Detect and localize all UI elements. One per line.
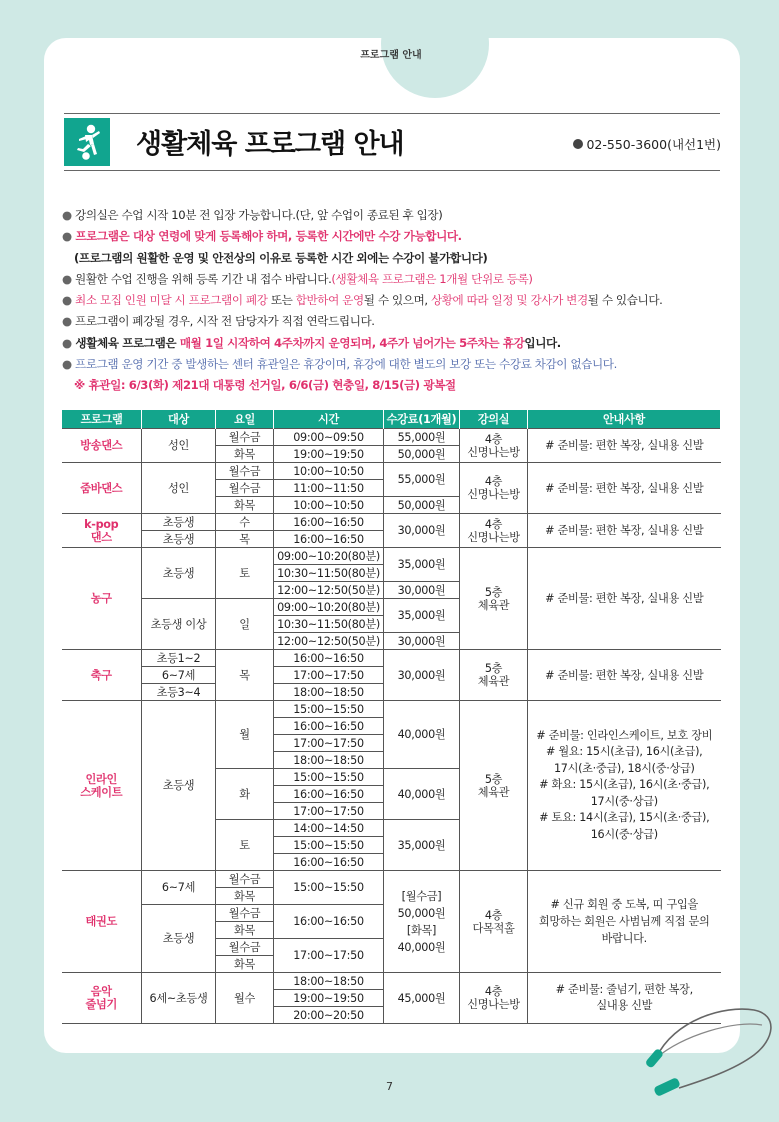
day-cell: 월수금	[216, 905, 274, 922]
day-cell: 토	[216, 820, 274, 871]
info-cell: # 신규 회원 중 도복, 띠 구입을 희망하는 회원은 사범님께 직접 문의 바랍니다.	[528, 871, 721, 973]
fee-cell: 30,000원	[384, 582, 460, 599]
phone-contact	[573, 135, 721, 153]
time-cell: 10:00~10:50	[274, 463, 384, 480]
info-cell: # 준비물: 편한 복장, 실내용 신발	[528, 429, 721, 463]
time-cell: 17:00~17:50	[274, 939, 384, 973]
col-header: 대상	[142, 410, 216, 429]
day-cell: 토	[216, 548, 274, 599]
time-cell: 16:00~16:50	[274, 786, 384, 803]
fee-cell: 35,000원	[384, 820, 460, 871]
fee-cell: 50,000원	[384, 446, 460, 463]
room-cell: 4층 신명나는방	[460, 973, 528, 1024]
time-cell: 16:00~16:50	[274, 531, 384, 548]
notice-item: ● 생활체육 프로그램은 매월 1일 시작하여 4주차까지 운영되며, 4주가 넘어가는 5주차는 휴강입니다.	[62, 335, 561, 350]
fee-cell: 40,000원	[384, 769, 460, 820]
room-cell: 4층 신명나는방	[460, 514, 528, 548]
time-cell: 16:00~16:50	[274, 718, 384, 735]
target-cell: 초등생 이상	[142, 599, 216, 650]
title-rule-bottom	[64, 170, 720, 171]
notice-item: (프로그램의 원활한 운영 및 안전상의 이유로 등록한 시간 외에는 수강이 불가합니다)	[74, 250, 488, 265]
time-cell: 16:00~16:50	[274, 905, 384, 939]
notice-item: ● 프로그램은 대상 연령에 맞게 등록해야 하며, 등록한 시간에만 수강 가능합니다.	[62, 229, 462, 244]
table-row	[62, 871, 721, 888]
program-name: 줌바댄스	[62, 463, 142, 514]
time-cell: 17:00~17:50	[274, 667, 384, 684]
info-cell: # 준비물: 인라인스케이트, 보호 장비 # 월요: 15시(초급), 16시(초급), 17시(초·중급), 18시(중·상급) # 화요: 15시(초급), 16시(초·중급), 17시(중·상급) # 토요: 14시(초급), 15시(초·중급), 16시(중·상급)	[528, 701, 721, 871]
day-cell: 목	[216, 650, 274, 701]
program-name: 인라인 스케이트	[62, 701, 142, 871]
room-cell: 5층 체육관	[460, 548, 528, 650]
program-name: k-pop 댄스	[62, 514, 142, 548]
day-cell: 월수금	[216, 939, 274, 956]
time-cell: 10:00~10:50	[274, 497, 384, 514]
info-cell: # 준비물: 편한 복장, 실내용 신발	[528, 514, 721, 548]
fee-cell: 30,000원	[384, 633, 460, 650]
fee-cell: 40,000원	[384, 701, 460, 769]
time-cell: 11:00~11:50	[274, 480, 384, 497]
program-table	[61, 410, 721, 1024]
target-cell: 초등생	[142, 531, 216, 548]
info-cell: # 준비물: 편한 복장, 실내용 신발	[528, 548, 721, 650]
notice-item: ● 강의실은 수업 시작 10분 전 입장 가능합니다.(단, 앞 수업이 종료된 후 입장)	[62, 208, 443, 222]
time-cell: 17:00~17:50	[274, 735, 384, 752]
info-cell: # 준비물: 편한 복장, 실내용 신발	[528, 463, 721, 514]
time-cell: 16:00~16:50	[274, 514, 384, 531]
table-row	[62, 650, 721, 667]
program-name: 방송댄스	[62, 429, 142, 463]
time-cell: 15:00~15:50	[274, 701, 384, 718]
fee-cell: 45,000원	[384, 973, 460, 1024]
day-cell: 목	[216, 531, 274, 548]
notice-list	[62, 205, 732, 397]
time-cell: 19:00~19:50	[274, 990, 384, 1007]
day-cell: 수	[216, 514, 274, 531]
program-name: 농구	[62, 548, 142, 650]
notice-item: ● 최소 모집 인원 미달 시 프로그램이 폐강 또는 합반하여 운영될 수 있으며, 상황에 따라 일정 및 강사가 변경될 수 있습니다.	[62, 293, 663, 308]
time-cell: 15:00~15:50	[274, 769, 384, 786]
fee-cell: 50,000원	[384, 497, 460, 514]
fee-cell: [월수금] 50,000원 [화목] 40,000원	[384, 871, 460, 973]
time-cell: 10:30~11:50(80분)	[274, 565, 384, 582]
table-row	[62, 973, 721, 990]
room-cell: 5층 체육관	[460, 650, 528, 701]
target-cell: 성인	[142, 429, 216, 463]
time-cell: 10:30~11:50(80분)	[274, 616, 384, 633]
day-cell: 월수금	[216, 871, 274, 888]
notice-item: ● 프로그램이 폐강될 경우, 시작 전 담당자가 직접 연락드립니다.	[62, 314, 375, 329]
fee-cell: 55,000원	[384, 429, 460, 446]
day-cell: 화목	[216, 922, 274, 939]
fee-cell: 55,000원	[384, 463, 460, 497]
target-cell: 6세~초등생	[142, 973, 216, 1024]
program-name: 축구	[62, 650, 142, 701]
time-cell: 09:00~10:20(80분)	[274, 548, 384, 565]
page-title: 생활체육 프로그램 안내	[136, 129, 404, 160]
target-cell: 초등3~4	[142, 684, 216, 701]
table-row	[62, 548, 721, 565]
time-cell: 17:00~17:50	[274, 803, 384, 820]
table-header-row	[62, 410, 721, 429]
page-number: 7	[386, 1080, 393, 1093]
time-cell: 18:00~18:50	[274, 752, 384, 769]
info-cell: # 준비물: 줄넘기, 편한 복장, 실내용 신발	[528, 973, 721, 1024]
fee-cell: 30,000원	[384, 514, 460, 548]
time-cell: 12:00~12:50(50분)	[274, 633, 384, 650]
closure-note: ※ 휴관일: 6/3(화) 제21대 대통령 선거일, 6/6(금) 현충일, 8/15(금) 광복절	[74, 378, 456, 393]
target-cell: 초등1~2	[142, 650, 216, 667]
phone-icon	[573, 139, 583, 149]
day-cell: 월수금	[216, 463, 274, 480]
day-cell: 화	[216, 769, 274, 820]
notice-item: ● 원활한 수업 진행을 위해 등록 기간 내 접수 바랍니다.(생활체육 프로그램은 1개월 단위로 등록)	[62, 271, 533, 286]
day-cell: 화목	[216, 446, 274, 463]
fee-cell: 35,000원	[384, 548, 460, 582]
col-header: 수강료(1개월)	[384, 410, 460, 429]
time-cell: 19:00~19:50	[274, 446, 384, 463]
room-cell: 4층 신명나는방	[460, 429, 528, 463]
time-cell: 20:00~20:50	[274, 1007, 384, 1024]
notice-item: ● 프로그램 운영 기간 중 발생하는 센터 휴관일은 휴강이며, 휴강에 대한 별도의 보강 또는 수강료 차감이 없습니다.	[62, 357, 617, 372]
col-header: 안내사항	[528, 410, 721, 429]
time-cell: 15:00~15:50	[274, 837, 384, 854]
fee-cell: 35,000원	[384, 599, 460, 633]
target-cell: 6~7세	[142, 871, 216, 905]
phone-number: 02-550-3600(내선1번)	[586, 137, 721, 152]
target-cell: 초등생	[142, 701, 216, 871]
target-cell: 초등생	[142, 905, 216, 973]
soccer-player-icon	[64, 118, 110, 166]
program-name: 태권도	[62, 871, 142, 973]
table-row	[62, 514, 721, 531]
day-cell: 월수금	[216, 480, 274, 497]
day-cell: 화목	[216, 956, 274, 973]
time-cell: 16:00~16:50	[274, 854, 384, 871]
time-cell: 15:00~15:50	[274, 871, 384, 905]
time-cell: 14:00~14:50	[274, 820, 384, 837]
col-header: 프로그램	[62, 410, 142, 429]
day-cell: 월	[216, 701, 274, 769]
day-cell: 월수	[216, 973, 274, 1024]
day-cell: 월수금	[216, 429, 274, 446]
table-row	[62, 701, 721, 718]
time-cell: 18:00~18:50	[274, 973, 384, 990]
time-cell: 09:00~10:20(80분)	[274, 599, 384, 616]
target-cell: 성인	[142, 463, 216, 514]
col-header: 강의실	[460, 410, 528, 429]
time-cell: 12:00~12:50(50분)	[274, 582, 384, 599]
room-cell: 5층 체육관	[460, 701, 528, 871]
tab-label: 프로그램 안내	[360, 50, 422, 61]
time-cell: 18:00~18:50	[274, 684, 384, 701]
day-cell: 일	[216, 599, 274, 650]
target-cell: 초등생	[142, 548, 216, 599]
table-row	[62, 429, 721, 446]
col-header: 시간	[274, 410, 384, 429]
room-cell: 4층 신명나는방	[460, 463, 528, 514]
table-row	[62, 463, 721, 480]
target-cell: 초등생	[142, 514, 216, 531]
target-cell: 6~7세	[142, 667, 216, 684]
time-cell: 09:00~09:50	[274, 429, 384, 446]
program-name: 음악 줄넘기	[62, 973, 142, 1024]
col-header: 요일	[216, 410, 274, 429]
day-cell: 화목	[216, 497, 274, 514]
info-cell: # 준비물: 편한 복장, 실내용 신발	[528, 650, 721, 701]
time-cell: 16:00~16:50	[274, 650, 384, 667]
fee-cell: 30,000원	[384, 650, 460, 701]
day-cell: 화목	[216, 888, 274, 905]
title-rule-top	[64, 113, 720, 114]
room-cell: 4층 다목적홀	[460, 871, 528, 973]
